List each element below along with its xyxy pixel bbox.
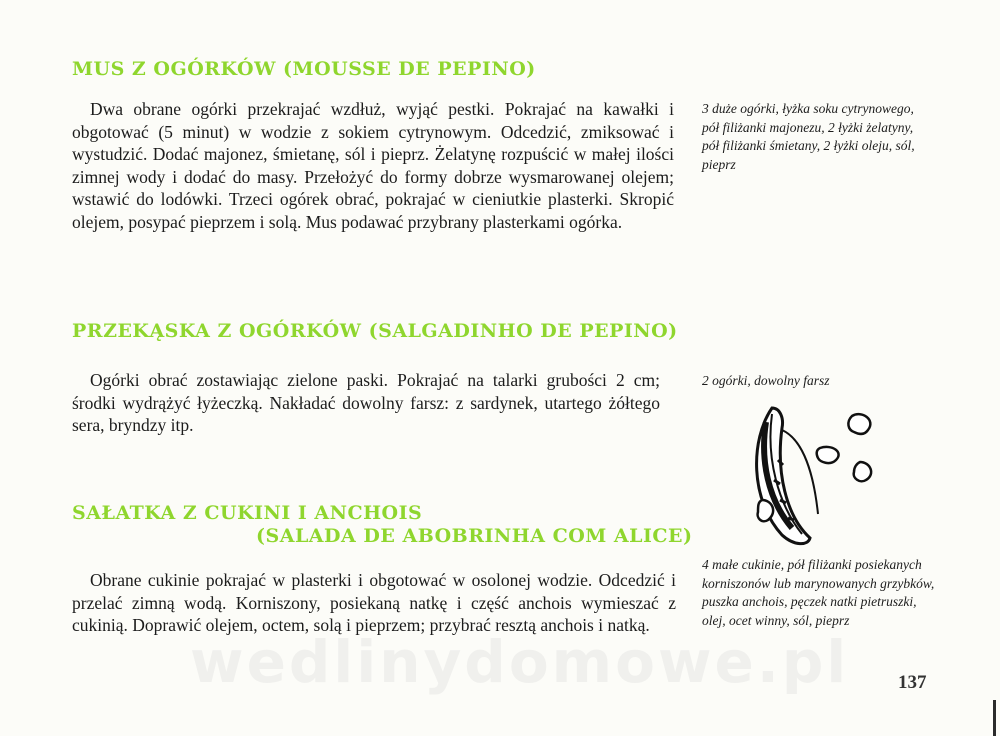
cucumber-illustration (742, 400, 892, 550)
recipe-title-mousse: MUS Z OGÓRKÓW (MOUSSE DE PEPINO) (72, 58, 536, 80)
recipe-title-przekaska: PRZEKĄSKA Z OGÓRKÓW (SALGADINHO DE PEPINO) (72, 320, 678, 342)
recipe-ingredients-salatka: 4 małe cukinie, pół filiżanki posiekanych korniszonów lub marynowanych grzybków, puszka anchois, pęczek natki pietruszki, olej, ocet winny, sól, pieprz (702, 557, 935, 628)
site-watermark: wedlinydomowe.pl (190, 628, 850, 696)
recipe-instructions-salatka: Obrane cukinie pokrajać w plasterki i obgotować w osolonej wodzie. Odcedzić i przelać zimną wodą. Korniszony, posiekaną natkę i część anchois wymieszać z cukinią. Doprawić olejem, octem, solą i pieprzem; przybrać resztą anchois i natką. (72, 570, 676, 635)
recipe-ingredients-przekaska: 2 ogórki, dowolny farsz (702, 373, 830, 388)
scan-edge-mark (993, 700, 996, 736)
recipe-subtitle-salatka: (SALADA DE ABOBRINHA COM ALICE) (256, 525, 693, 547)
recipe-instructions-przekaska: Ogórki obrać zostawiając zielone paski. Pokrajać na talarki grubości 2 cm; środki wydrążyć łyżeczką. Nakładać dowolny farsz: z sardynek, utartego żółtego sera, bryndzy itp. (72, 370, 660, 435)
page-number: 137 (898, 672, 927, 693)
recipe-ingredients-mousse: 3 duże ogórki, łyżka soku cytrynowego, pół filiżanki majonezu, 2 łyżki żelatyny, pół filiżanki śmietany, 2 łyżki oleju, sól, pieprz (702, 101, 915, 172)
recipe-title-salatka: SAŁATKA Z CUKINI I ANCHOIS (72, 502, 423, 524)
recipe-instructions-mousse: Dwa obrane ogórki przekrajać wzdłuż, wyjąć pestki. Pokrajać na kawałki i obgotować (5 minut) w wodzie z sokiem cytrynowym. Odcedzić, zmiksować i wystudzić. Dodać majonez, śmietanę, sól i pieprz. Żelatynę rozpuścić w małej ilości zimnej wody i dodać do masy. Przełożyć do formy dobrze wysmarowanej olejem; wstawić do lodówki. Trzeci ogórek obrać, pokrajać w cieniutkie plasterki. Skropić olejem, posypać pieprzem i solą. Mus podawać przybrany plasterkami ogórka. (72, 99, 674, 232)
